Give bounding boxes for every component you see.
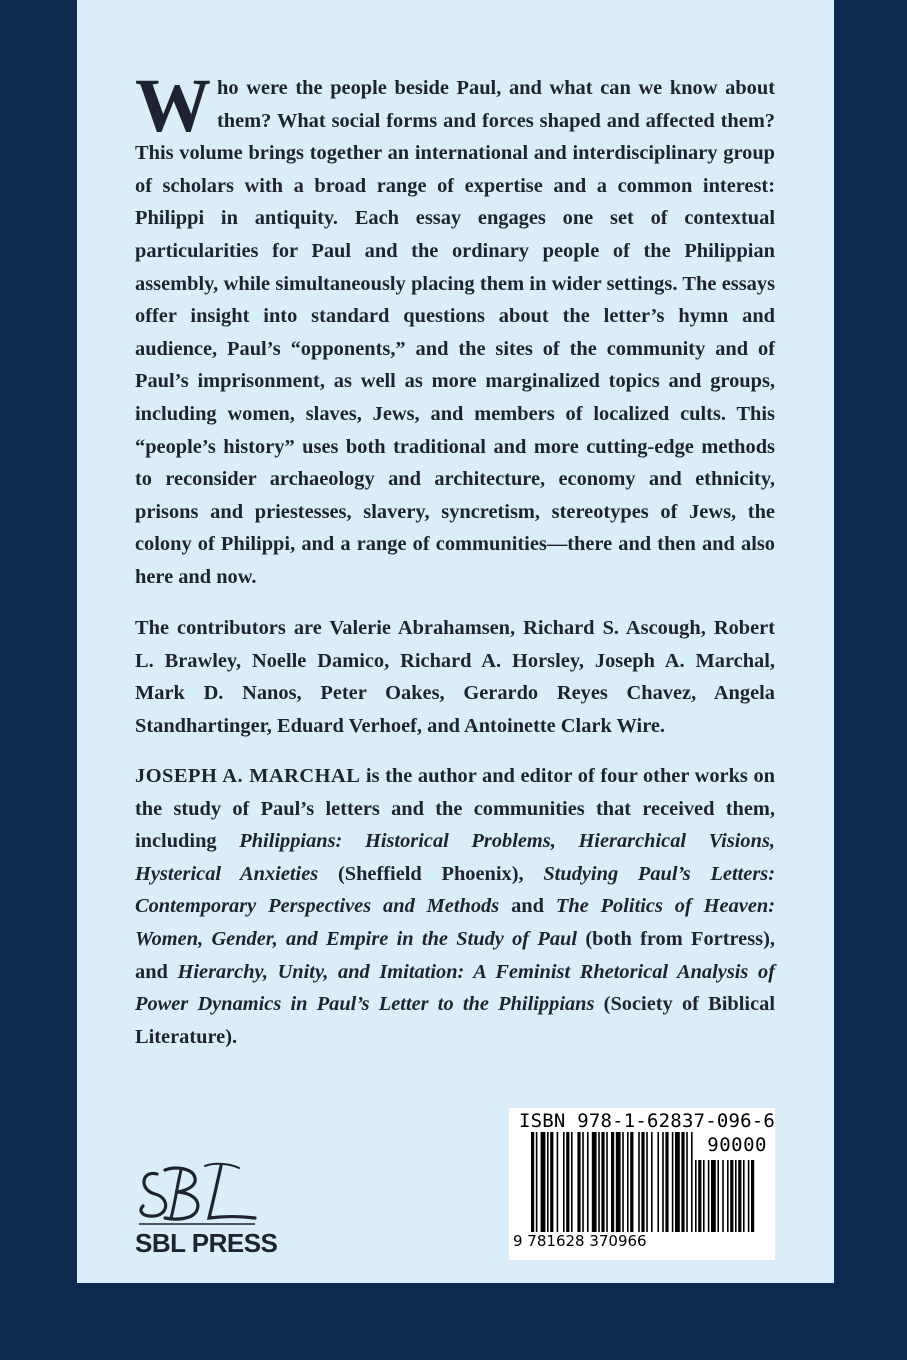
barcode-bar [616, 1132, 621, 1232]
publisher-name: SBL PRESS [135, 1228, 278, 1258]
barcode-bar [698, 1160, 701, 1232]
barcode-bar [536, 1132, 538, 1232]
barcode-bar [541, 1132, 546, 1232]
barcode-bar [627, 1132, 629, 1232]
barcode-bar [695, 1160, 697, 1232]
price-code: 90000 [707, 1134, 767, 1156]
description-paragraph [135, 64, 775, 594]
barcode-bar [606, 1132, 608, 1232]
barcode-bar [665, 1132, 668, 1232]
barcode-bar [571, 1132, 573, 1232]
isbn-barcode [509, 1108, 775, 1260]
barcode-bar [657, 1132, 659, 1232]
barcode-bar [711, 1160, 716, 1232]
bio-intro: is the author and editor of four other works on the study of Paul’s letters and the communities that received them, including [135, 765, 775, 853]
barcode-bar [717, 1160, 719, 1232]
barcode-bar [598, 1132, 600, 1232]
barcode-bar [630, 1132, 633, 1232]
barcode-bar [563, 1132, 565, 1232]
barcode-bar [672, 1132, 674, 1232]
barcode-bar [708, 1160, 710, 1232]
barcode-bar [735, 1160, 737, 1232]
barcode-bar [592, 1132, 597, 1232]
book-title: Studying Paul’s Letters: Contemporary Perspectives and Methods [135, 862, 775, 918]
book-title: The Politics of Heaven: Women, Gender, and Empire in the Study of Paul [135, 895, 776, 950]
bio-publisher: (Society of Biblical Literature). [135, 993, 776, 1048]
barcode-bar [738, 1160, 741, 1232]
drop-cap: W [135, 64, 211, 148]
barcode-bar [547, 1132, 549, 1232]
barcode-bar [691, 1132, 693, 1232]
barcode-bar [531, 1132, 534, 1232]
barcode-bar [557, 1132, 559, 1232]
barcode-bar [582, 1132, 584, 1232]
barcode-bar [730, 1160, 733, 1232]
sbl-monogram-icon [135, 1160, 285, 1230]
barcode-bar [601, 1132, 604, 1232]
barcode-bar [743, 1160, 745, 1232]
barcode-bar [566, 1132, 569, 1232]
bio-publisher: (Sheffield Phoenix), [318, 862, 544, 885]
barcode-bar [722, 1160, 724, 1232]
barcode-bar [748, 1160, 750, 1232]
text-panel [77, 0, 834, 1283]
barcode-bar [646, 1132, 648, 1232]
contributors-paragraph: The contributors are Valerie Abrahamsen, Richard S. Ascough, Robert L. Brawley, Noelle Damico, Richard A. Horsley, Joseph A. Marchal, Mark D. Nanos, Peter Oakes, Gerardo Reyes Chavez, Angela Standhartinger, Eduard Verhoef, and Antoinette Clark Wire. [135, 617, 775, 737]
barcode-bar [662, 1132, 664, 1232]
book-title: Hierarchy, Unity, and Imitation: A Feminist Rhetorical Analysis of Power Dynamics in Paul’s Letter to the Philippians [135, 960, 775, 1016]
isbn-label: ISBN 978-1-62837-096-6 [519, 1110, 776, 1132]
barcode-bar [611, 1132, 614, 1232]
barcode-bar [651, 1132, 653, 1232]
author-name: JOSEPH A. MARCHAL [135, 765, 361, 787]
barcode-bar [638, 1132, 640, 1232]
barcode-bar [550, 1132, 553, 1232]
barcode-bar [751, 1160, 754, 1232]
barcode-bar [587, 1132, 589, 1232]
barcode-bar [675, 1132, 680, 1232]
author-bio-paragraph [135, 760, 775, 1053]
sbl-press-logo [135, 1160, 285, 1260]
barcode-bar [622, 1132, 624, 1232]
barcode-bar [703, 1160, 705, 1232]
barcode-bar [727, 1160, 729, 1232]
barcode-bar [681, 1132, 684, 1232]
barcode-bar [641, 1132, 644, 1232]
barcode-bar [577, 1132, 580, 1232]
bio-publisher: (both from Fortress), and [135, 927, 775, 983]
ean-number: 9 781628 370966 [513, 1232, 647, 1250]
description-text: ho were the people beside Paul, and what can we know about them? What social forms and forces shaped and affected them? This volume brings together an international and interdisciplinary group of scholars with a broad range of expertise and a common interest: Philippi in antiquity. Each essay engages one set of contextual particularities for Paul and the ordinary people of the Philippian assembly, while simultaneously placing them in wider settings. The essays offer insight into standard questions about the letter’s hymn and audience, Paul’s “opponents,” and the sites of the community and of Paul’s imprisonment, as well as more marginalized topics and groups, including women, slaves, Jews, and members of localized cults. This “people’s history” uses both traditional and more cutting-edge methods to reconsider archaeology and architecture, economy and ethnicity, prisons and priestesses, slavery, syncretism, stereotypes of Jews, the colony of Philippi, and a range of communities—there and then and also here and now. [135, 77, 775, 588]
bio-connector: and [499, 895, 556, 918]
book-title: Philippians: Historical Problems, Hierarchical Visions, Hysterical Anxieties [135, 830, 775, 885]
barcode-bar [686, 1132, 688, 1232]
